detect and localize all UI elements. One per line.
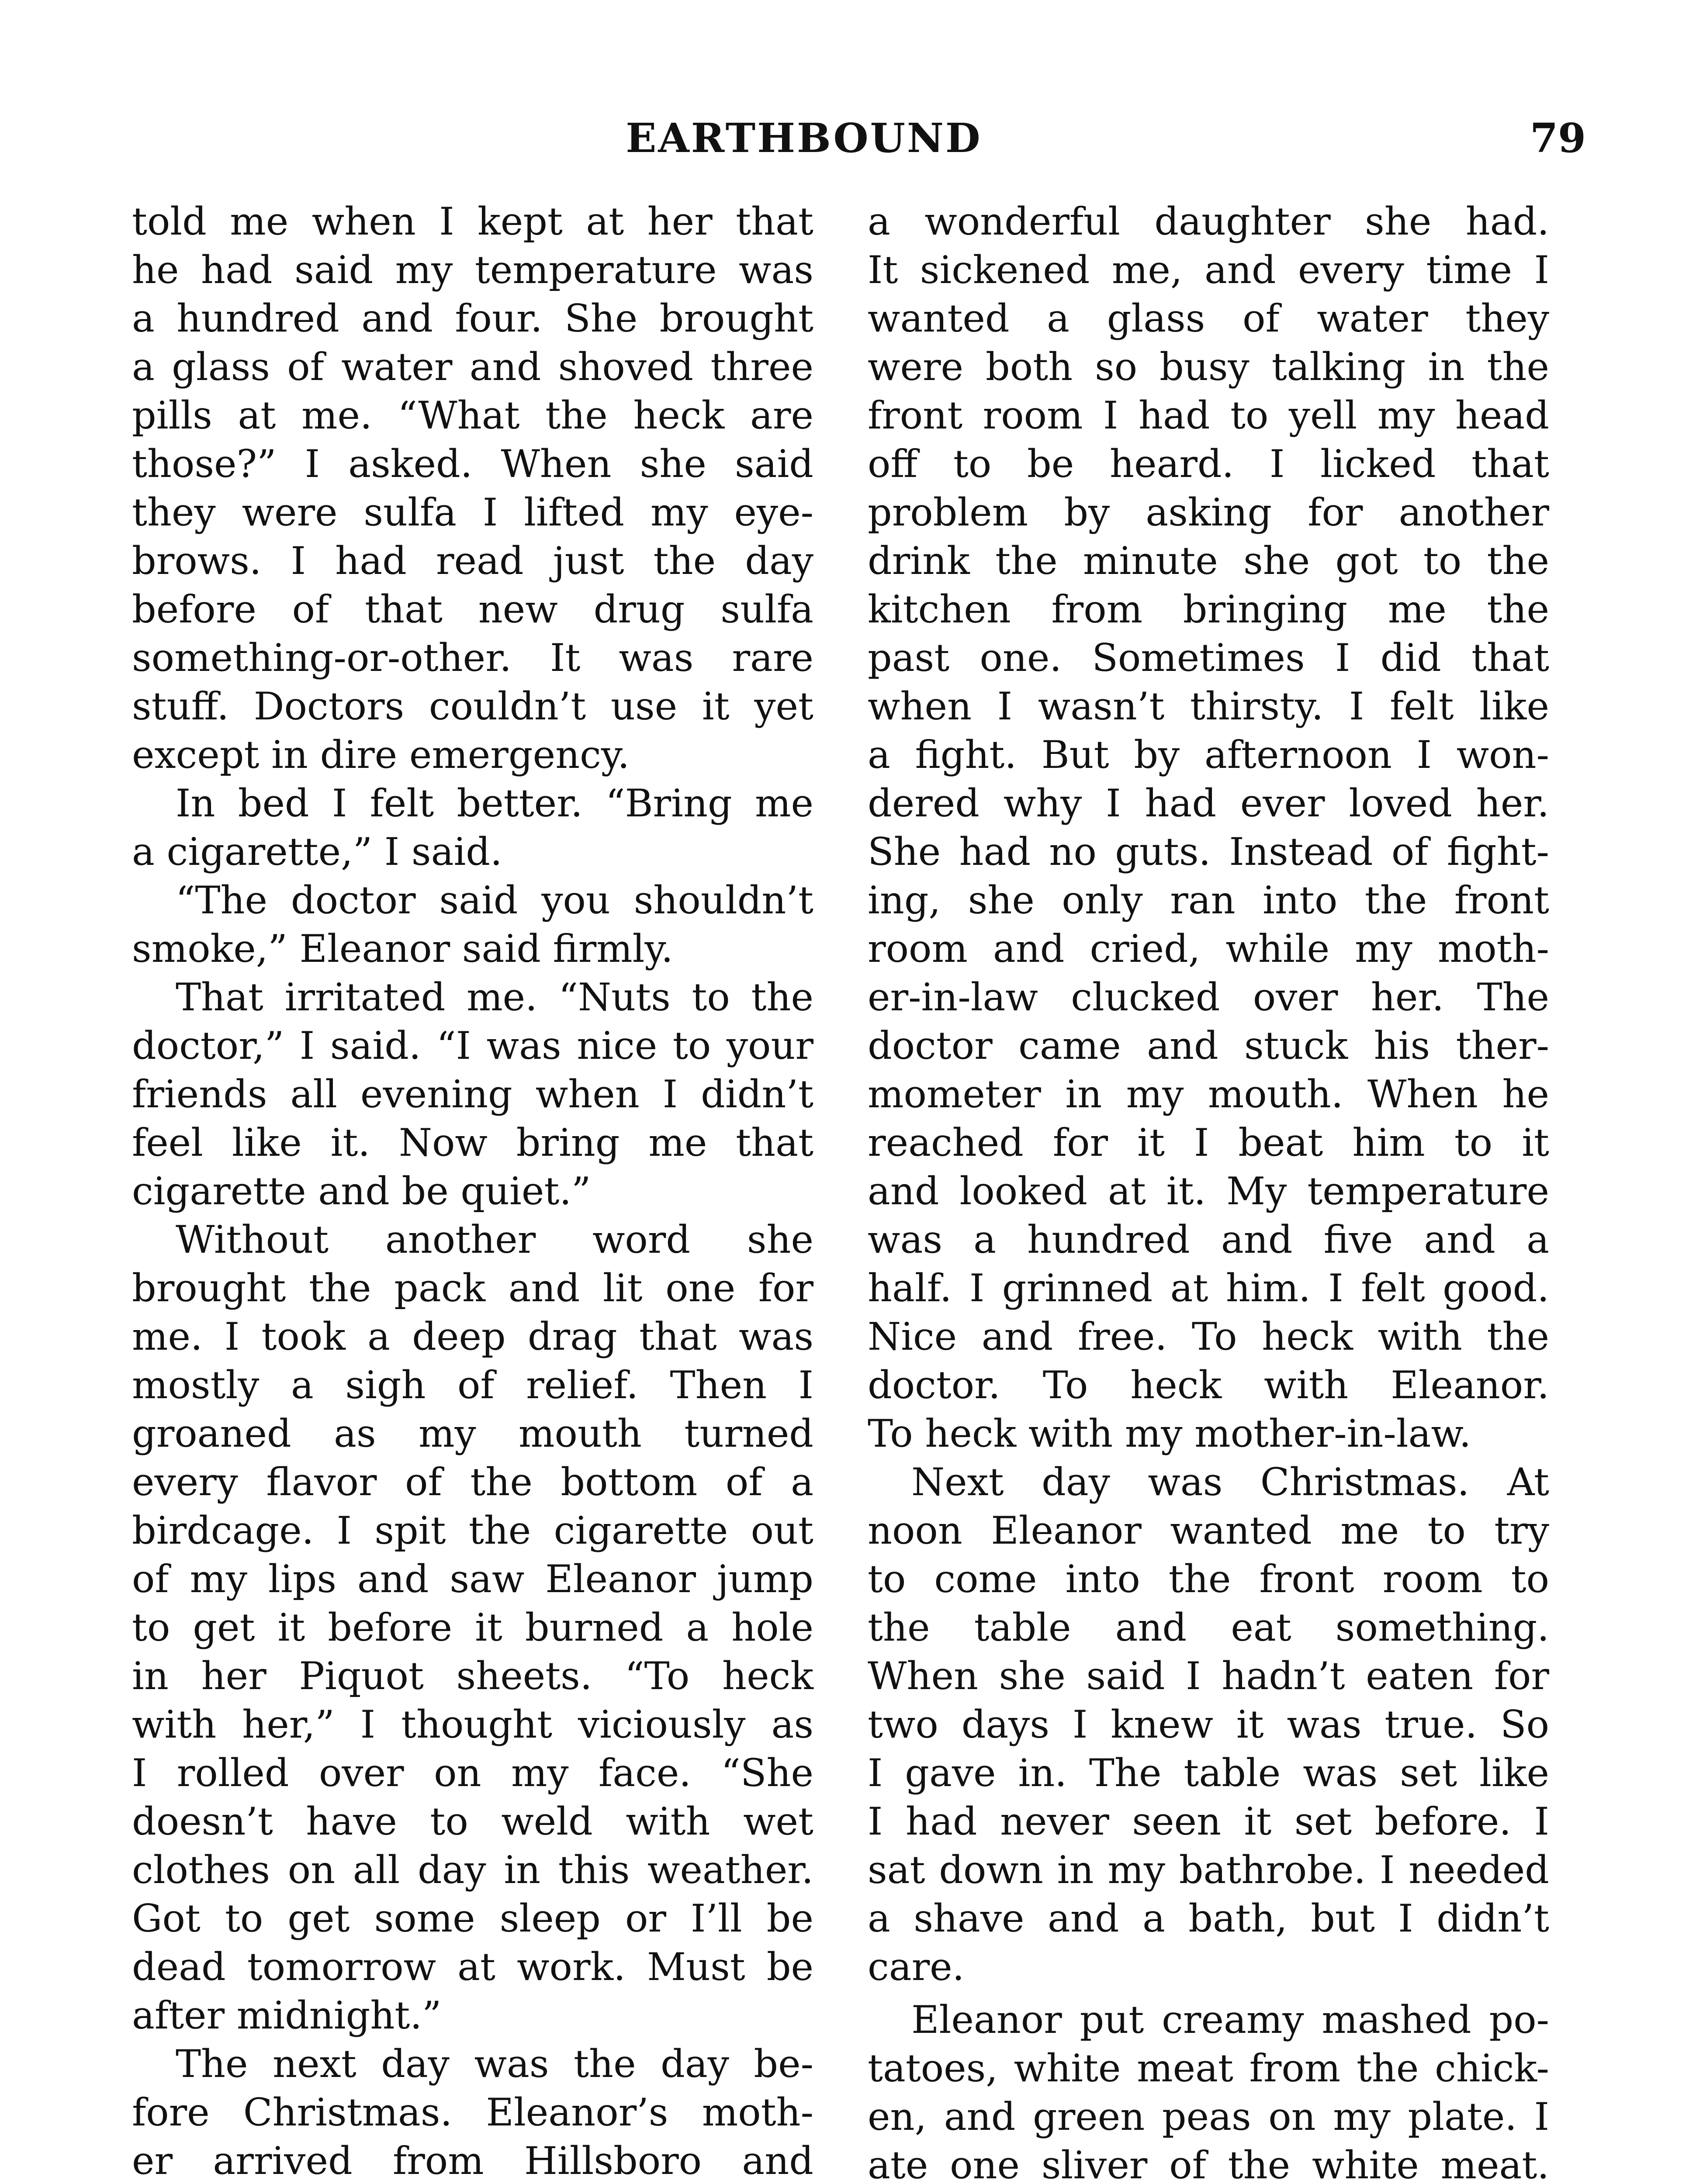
text-line: Eleanor put creamy mashed po-	[911, 1997, 1549, 2042]
text-line: was a hundred and five and a	[868, 1217, 1549, 1262]
text-line: told me when I kept at her that	[132, 199, 813, 244]
text-line: dered why I had ever loved her.	[868, 781, 1549, 826]
text-line: to get it before it burned a hole	[132, 1605, 813, 1650]
text-line: To heck with my mother-in-law.	[868, 1411, 1471, 1456]
text-line: of my lips and saw Eleanor jump	[132, 1557, 813, 1601]
text-line: problem by asking for another	[868, 490, 1549, 535]
text-line: en, and green peas on my plate. I	[868, 2094, 1549, 2139]
text-line: half. I grinned at him. I felt good.	[868, 1266, 1549, 1310]
text-line: to come into the front room to	[868, 1557, 1549, 1601]
text-line: when I wasn’t thirsty. I felt like	[868, 684, 1549, 729]
text-line: a shave and a bath, but I didn’t	[868, 1896, 1549, 1941]
text-line: doctor came and stuck his ther-	[868, 1023, 1549, 1068]
text-line: pills at me. “What the heck are	[132, 393, 813, 438]
text-line: a glass of water and shoved three	[132, 345, 813, 389]
text-line: mostly a sigh of relief. Then I	[132, 1363, 813, 1407]
text-line: something-or-other. It was rare	[132, 636, 813, 680]
text-line: I had never seen it set before. I	[868, 1799, 1549, 1844]
text-line: a fight. But by afternoon I won-	[868, 733, 1549, 777]
text-column-right	[868, 197, 1549, 2184]
text-line: a hundred and four. She brought	[132, 296, 813, 341]
text-line: room and cried, while my moth-	[868, 926, 1549, 971]
text-line: care.	[868, 1945, 965, 1989]
text-line: after midnight.”	[132, 1993, 442, 2038]
text-line: and looked at it. My temperature	[868, 1169, 1549, 1213]
text-line: stuff. Doctors couldn’t use it yet	[132, 684, 813, 729]
text-line: past one. Sometimes I did that	[868, 636, 1549, 680]
text-line: I rolled over on my face. “She	[132, 1751, 813, 1795]
text-line: Got to get some sleep or I’ll be	[132, 1896, 813, 1941]
text-line: a cigarette,” I said.	[132, 829, 502, 874]
text-line: er-in-law clucked over her. The	[868, 975, 1549, 1019]
text-line: the table and eat something.	[868, 1605, 1549, 1650]
text-line: they were sulfa I lifted my eye-	[132, 490, 813, 535]
text-line: Without another word she	[176, 1217, 813, 1262]
text-line: noon Eleanor wanted me to try	[868, 1508, 1549, 1553]
text-line: When she said I hadn’t eaten for	[868, 1654, 1549, 1698]
text-line: kitchen from bringing me the	[868, 587, 1549, 632]
text-line: In bed I felt better. “Bring me	[176, 781, 813, 826]
page-number: 79	[1530, 114, 1586, 162]
text-line: dead tomorrow at work. Must be	[132, 1945, 813, 1989]
text-line: front room I had to yell my head	[868, 393, 1549, 438]
text-line: off to be heard. I licked that	[868, 442, 1549, 486]
text-line: drink the minute she got to the	[868, 539, 1549, 583]
text-line: he had said my temperature was	[132, 248, 813, 292]
text-line: before of that new drug sulfa	[132, 587, 813, 632]
text-line: tatoes, white meat from the chick-	[868, 2046, 1549, 2091]
text-line: “The doctor said you shouldn’t	[176, 878, 813, 923]
text-line: those?” I asked. When she said	[132, 442, 813, 486]
text-line: The next day was the day be-	[176, 2042, 813, 2086]
text-line: doesn’t have to weld with wet	[132, 1799, 813, 1844]
text-line: ing, she only ran into the front	[868, 878, 1549, 923]
text-line: mometer in my mouth. When he	[868, 1072, 1549, 1116]
text-line: smoke,” Eleanor said firmly.	[132, 926, 673, 971]
text-line: in her Piquot sheets. “To heck	[132, 1654, 813, 1698]
running-header-title: EARTHBOUND	[626, 114, 982, 162]
text-line: doctor,” I said. “I was nice to your	[132, 1023, 813, 1068]
text-line: except in dire emergency.	[132, 733, 630, 777]
text-line: wanted a glass of water they	[868, 296, 1549, 341]
text-line: brows. I had read just the day	[132, 539, 813, 583]
text-line: brought the pack and lit one for	[132, 1266, 813, 1310]
text-line: sat down in my bathrobe. I needed	[868, 1848, 1549, 1892]
text-line: birdcage. I spit the cigarette out	[132, 1508, 813, 1553]
text-line: It sickened me, and every time I	[868, 248, 1549, 292]
text-line: er arrived from Hillsboro and	[132, 2139, 813, 2183]
text-line: a wonderful daughter she had.	[868, 199, 1549, 244]
text-line: That irritated me. “Nuts to the	[176, 975, 813, 1019]
text-line: were both so busy talking in the	[868, 345, 1549, 389]
text-line: fore Christmas. Eleanor’s moth-	[132, 2090, 813, 2135]
text-line: groaned as my mouth turned	[132, 1411, 813, 1456]
text-line: cigarette and be quiet.”	[132, 1169, 591, 1213]
text-line: me. I took a deep drag that was	[132, 1314, 813, 1359]
text-line: clothes on all day in this weather.	[132, 1848, 813, 1892]
text-line: feel like it. Now bring me that	[132, 1120, 813, 1165]
text-line: with her,” I thought viciously as	[132, 1702, 813, 1747]
text-column-left	[132, 197, 813, 2184]
text-line: She had no guts. Instead of fight-	[868, 829, 1549, 874]
text-line: ate one sliver of the white meat.	[868, 2143, 1549, 2184]
text-line: Nice and free. To heck with the	[868, 1314, 1549, 1359]
text-line: Next day was Christmas. At	[911, 1460, 1549, 1504]
text-line: friends all evening when I didn’t	[132, 1072, 813, 1116]
text-line: two days I knew it was true. So	[868, 1702, 1549, 1747]
text-line: every flavor of the bottom of a	[132, 1460, 813, 1504]
text-line: reached for it I beat him to it	[868, 1120, 1549, 1165]
text-line: I gave in. The table was set like	[868, 1751, 1549, 1795]
text-line: doctor. To heck with Eleanor.	[868, 1363, 1549, 1407]
